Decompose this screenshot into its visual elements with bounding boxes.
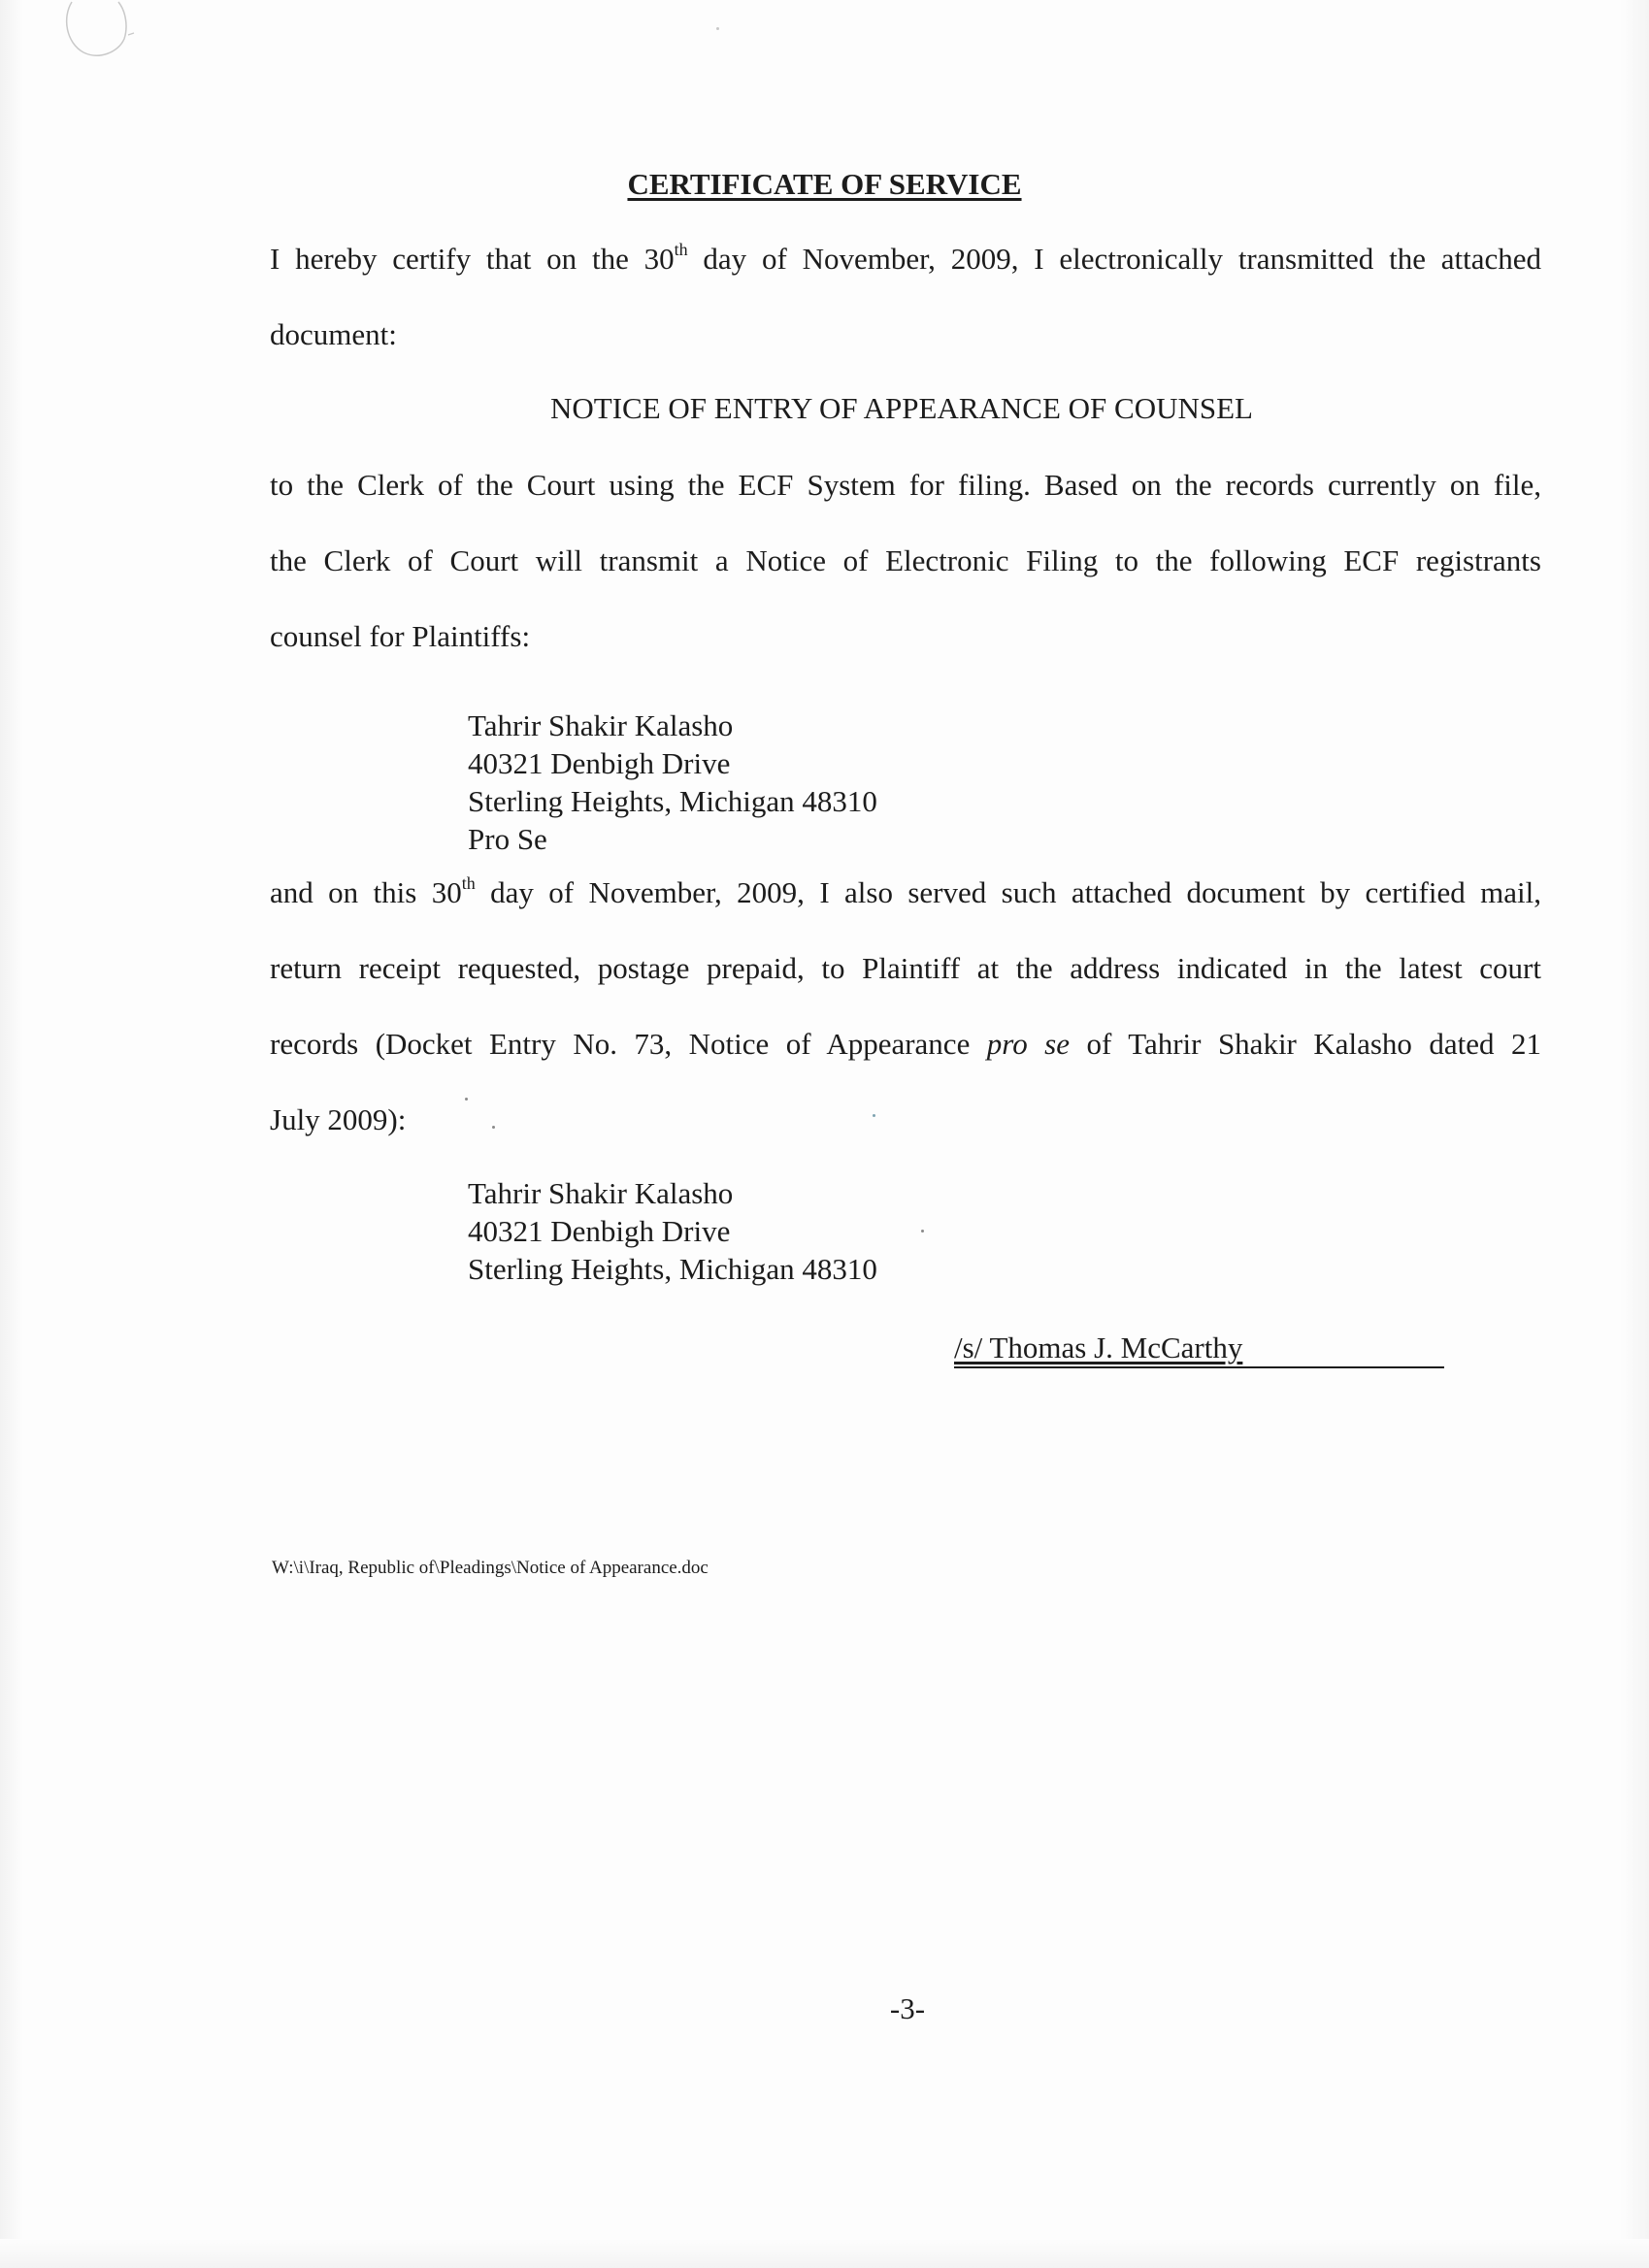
recipient-city: Sterling Heights, Michigan 48310 (468, 784, 877, 818)
ordinal-suffix: th (461, 873, 476, 893)
ordinal-suffix: th (674, 240, 688, 259)
filing-line-2: the Clerk of Court will transmit a Notice of Electronic Filing to the following ECF registrants (270, 543, 1541, 577)
scan-speck (716, 27, 719, 30)
filing-line-3: counsel for Plaintiffs: (270, 619, 531, 653)
recipient-name: Tahrir Shakir Kalasho (468, 1176, 734, 1210)
recipient-address-block-1 (468, 707, 877, 858)
pro-se-italic: pro se (986, 1027, 1070, 1061)
scan-speck (921, 1230, 924, 1233)
certification-text-a: I hereby certify that on the 30 (270, 242, 675, 276)
certification-paragraph (270, 221, 1541, 373)
mail-text-c: records (Docket Entry No. 73, Notice of Appearance (270, 1027, 987, 1061)
mail-line-3 (270, 1006, 1541, 1082)
hole-punch-mark (60, 0, 144, 62)
scan-edge-right (1620, 0, 1649, 2268)
scan-edge-bottom (0, 2239, 1649, 2268)
recipient-note: Pro Se (468, 822, 547, 856)
scan-speck (465, 1098, 468, 1101)
page-number: -3- (889, 1991, 926, 2025)
mail-line-4: July 2009): (270, 1102, 407, 1136)
certification-line-2: document: (270, 317, 397, 351)
recipient-address-block-2 (468, 1174, 877, 1288)
recipient-name: Tahrir Shakir Kalasho (468, 708, 734, 742)
filing-paragraph (270, 447, 1541, 674)
certification-text-b: day of November, 2009, I electronically transmitted the attached (687, 242, 1541, 276)
mail-service-paragraph (270, 855, 1541, 1158)
document-title (0, 167, 1649, 202)
file-path-footer: W:\i\Iraq, Republic of\Pleadings\Notice of Appearance.doc (272, 1558, 709, 1578)
recipient-city: Sterling Heights, Michigan 48310 (468, 1252, 877, 1286)
scan-edge-left (0, 0, 23, 2268)
recipient-street: 40321 Denbigh Drive (468, 1214, 731, 1248)
signature-line (954, 1331, 1444, 1368)
mail-line-2: return receipt requested, postage prepaid, to Plaintiff at the address indicated in the latest court (270, 951, 1541, 985)
certification-line-1 (270, 221, 1541, 297)
signature-text: /s/ Thomas J. McCarthy (954, 1331, 1243, 1364)
mail-line-1 (270, 855, 1541, 931)
mail-text-a: and on this 30 (270, 875, 462, 909)
scan-speck (873, 1114, 875, 1117)
recipient-street: 40321 Denbigh Drive (468, 746, 731, 780)
mail-text-b: day of November, 2009, I also served such attached document by certified mail, (475, 875, 1541, 909)
filing-line-1: to the Clerk of the Court using the ECF System for filing. Based on the records currently on file, (270, 468, 1541, 502)
scan-speck (492, 1126, 495, 1129)
served-document-name: NOTICE OF ENTRY OF APPEARANCE OF COUNSEL (550, 391, 1253, 425)
title-text: CERTIFICATE OF SERVICE (627, 167, 1022, 201)
mail-text-d: of Tahrir Shakir Kalasho dated 21 (1070, 1027, 1541, 1061)
